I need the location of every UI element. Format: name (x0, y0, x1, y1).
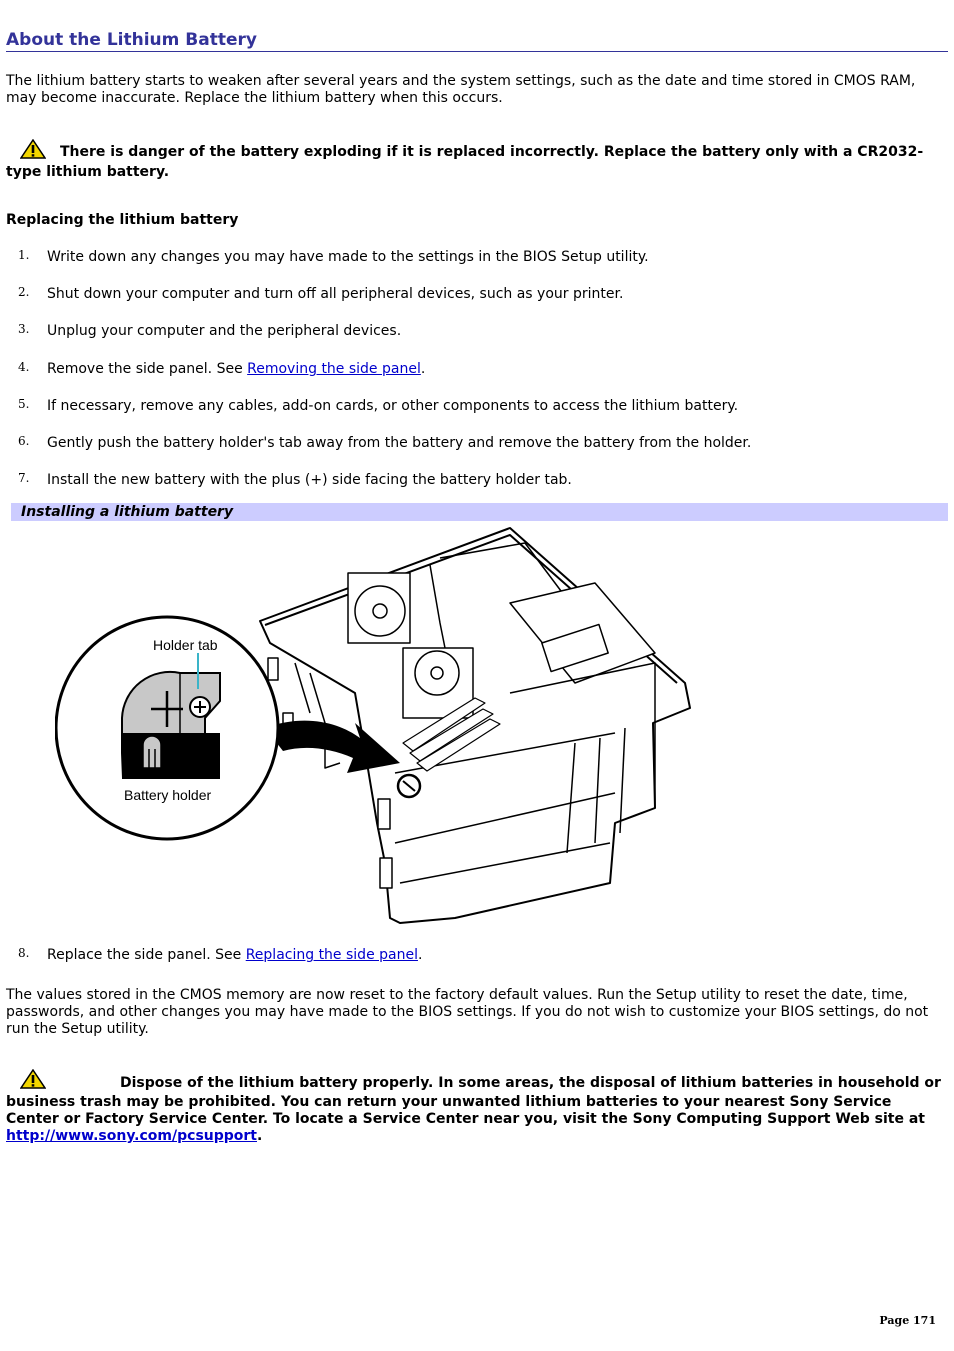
step-number: 8. (18, 946, 30, 960)
step-number: 4. (18, 360, 30, 374)
section-heading: Replacing the lithium battery (6, 212, 239, 228)
warning-text-end: . (257, 1128, 263, 1144)
step-text-after: . (417, 947, 423, 963)
page-title: About the Lithium Battery (6, 30, 948, 52)
step-text: Unplug your computer and the peripheral devices. (47, 323, 402, 339)
step-text (47, 361, 425, 378)
step-text-before: Replace the side panel. See (47, 947, 246, 963)
step-text: Gently push the battery holder's tab away from the battery and remove the battery from the holder. (47, 435, 752, 451)
step-number: 5. (18, 397, 30, 411)
sony-support-link[interactable]: http://www.sony.com/pcsupport (6, 1128, 257, 1144)
figure-caption: Installing a lithium battery (21, 504, 234, 520)
warning-icon (20, 139, 46, 164)
step-text (47, 947, 422, 964)
step-text-before: Remove the side panel. See (47, 361, 248, 377)
step-text: Install the new battery with the plus (+) side facing the battery holder tab. (47, 472, 572, 488)
warning-disposal (6, 1075, 946, 1145)
removing-side-panel-link[interactable]: Removing the side panel (247, 361, 421, 377)
intro-paragraph: The lithium battery starts to weaken after several years and the system settings, such as the date and time stored in CMOS RAM, may become inaccurate. Replace the lithium battery when this occurs. (6, 73, 916, 106)
step-number: 1. (18, 248, 30, 262)
step-text: If necessary, remove any cables, add-on cards, or other components to access the lithium battery. (47, 398, 739, 414)
step-text: Shut down your computer and turn off all peripheral devices, such as your printer. (47, 286, 624, 302)
warning-battery-explosion (6, 144, 946, 181)
warning-icon (20, 1069, 46, 1094)
cmos-reset-paragraph: The values stored in the CMOS memory are now reset to the factory default values. Run the Setup utility to reset the date, time, passwords, and other changes you may have made to the BIOS settings. If you do not wish to customize your BIOS settings, do not run the Setup utility. (6, 987, 929, 1037)
replacing-side-panel-link[interactable]: Replacing the side panel (245, 947, 418, 963)
step-number: 2. (18, 285, 30, 299)
step-number: 7. (18, 471, 30, 485)
page-number: Page 171 (879, 1314, 936, 1327)
warning-text: There is danger of the battery exploding if it is replaced incorrectly. Replace the battery only with a CR2032-type lithium battery. (6, 144, 924, 180)
battery-installation-illustration (55, 523, 695, 931)
step-text: Write down any changes you may have made to the settings in the BIOS Setup utility. (47, 249, 649, 265)
step-number: 6. (18, 434, 30, 448)
holder-tab-label: Holder tab (153, 637, 218, 653)
figure-caption-bar (11, 503, 948, 521)
battery-holder-label: Battery holder (124, 787, 212, 803)
warning-text: Dispose of the lithium battery properly. In some areas, the disposal of lithium batteries in household or business trash may be prohibited. You can return your unwanted lithium batteries to your nearest Sony Service Center or Factory Service Center. To locate a Service Center near you, visit the Sony Computing Support Web site at (6, 1075, 941, 1127)
step-number: 3. (18, 322, 30, 336)
step-text-after: . (420, 361, 426, 377)
